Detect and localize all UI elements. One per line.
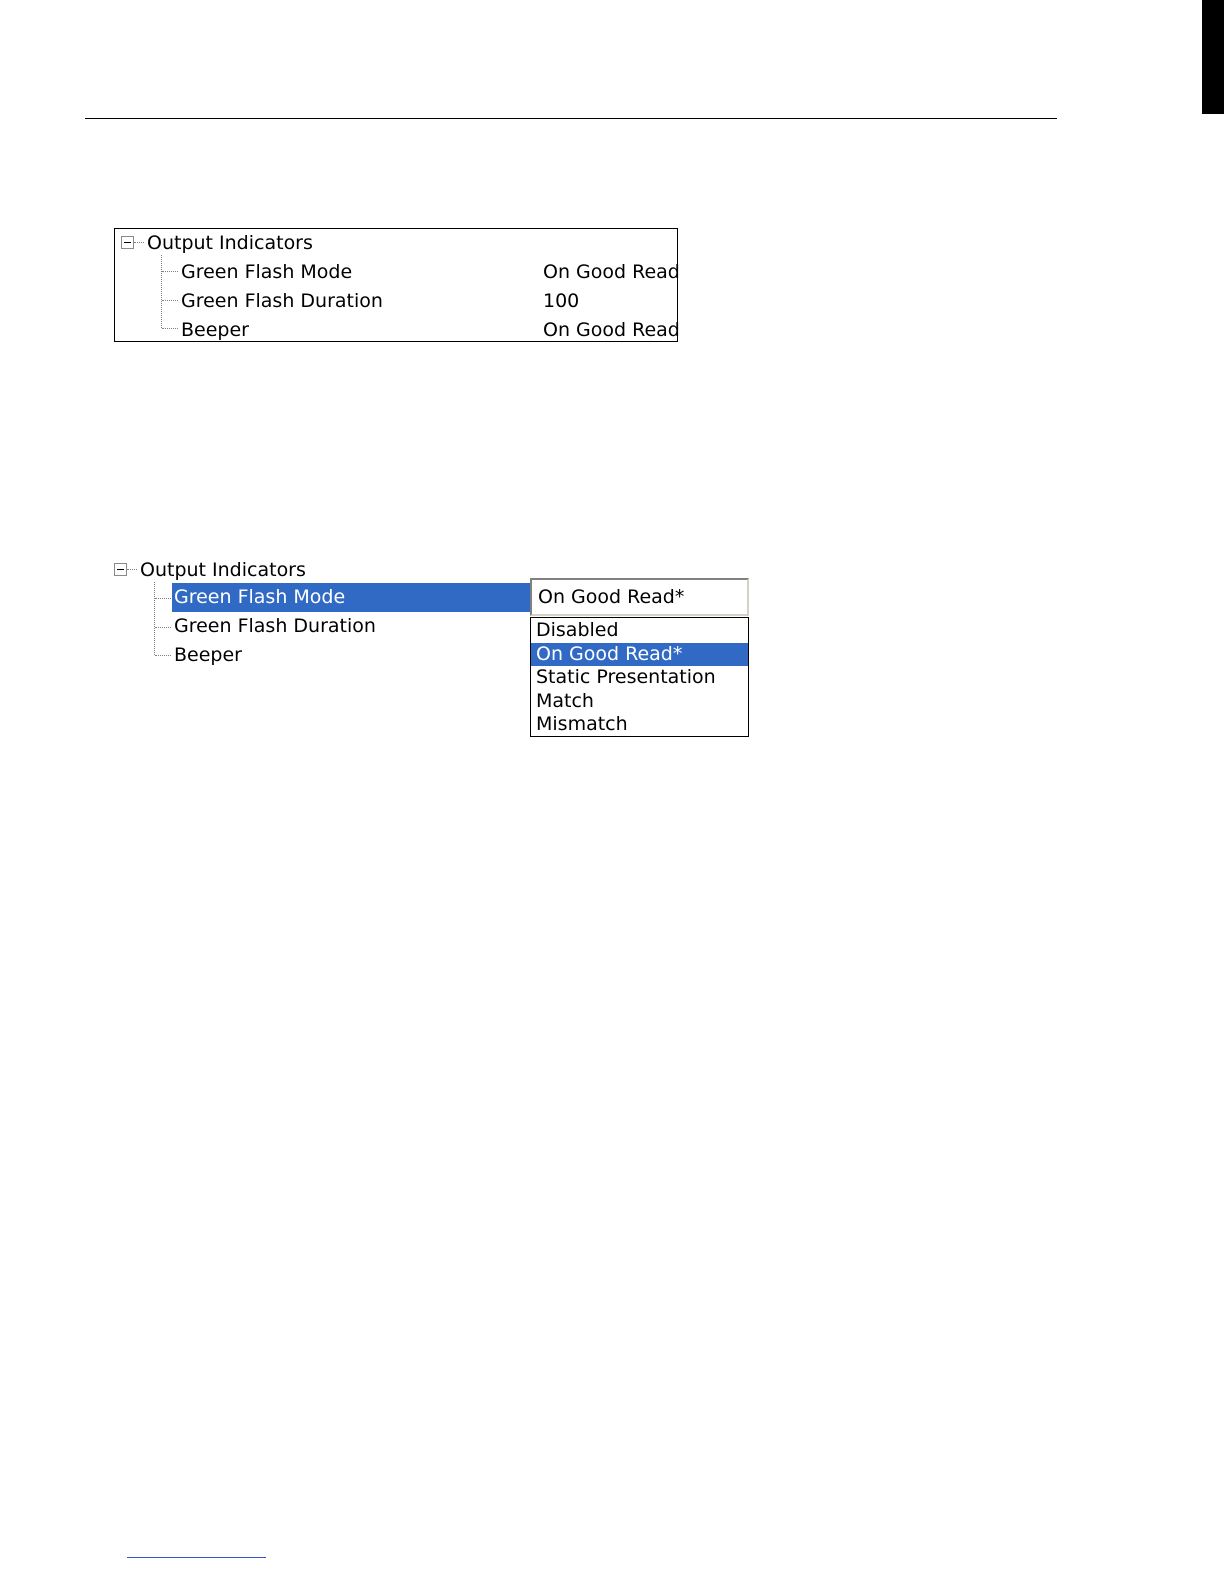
tree-item-green-flash-duration[interactable]: Green Flash Duration (174, 615, 376, 637)
collapse-minus-icon[interactable] (114, 563, 127, 576)
tree-item-green-flash-mode[interactable]: Green Flash Mode (181, 261, 353, 283)
tree-value-green-flash-mode[interactable]: On Good Read (543, 261, 680, 283)
tree-connector (134, 242, 144, 243)
tree-connector (155, 655, 171, 656)
dropdown-option-match[interactable]: Match (536, 689, 594, 712)
tree-connector (161, 255, 162, 328)
tree-item-beeper[interactable]: Beeper (181, 319, 249, 341)
footer-link-underline (127, 1557, 266, 1558)
tree-root-label[interactable]: Output Indicators (140, 559, 306, 581)
dropdown-option-static-presentation[interactable]: Static Presentation (536, 666, 716, 689)
output-indicators-tree-editing (110, 556, 760, 746)
tree-value-green-flash-duration[interactable]: 100 (543, 290, 580, 312)
tree-value-beeper[interactable]: On Good Read (543, 319, 680, 341)
tree-connector (162, 271, 178, 272)
output-indicators-tree-panel (114, 228, 678, 342)
tree-item-beeper[interactable]: Beeper (174, 644, 242, 666)
green-flash-mode-combo[interactable]: On Good Read* (530, 578, 749, 616)
tree-connector (154, 582, 155, 655)
tree-connector (162, 328, 178, 329)
tree-connector (127, 569, 137, 570)
dropdown-option-disabled[interactable]: Disabled (536, 619, 619, 641)
tree-item-green-flash-duration[interactable]: Green Flash Duration (181, 290, 383, 312)
collapse-minus-icon[interactable] (121, 236, 134, 249)
green-flash-mode-dropdown-list (530, 617, 749, 737)
dropdown-option-on-good-read[interactable]: On Good Read* (531, 643, 748, 667)
tree-connector (155, 598, 171, 599)
page-header-rule (85, 118, 1057, 119)
chapter-edge-tab (1202, 0, 1224, 114)
tree-connector (155, 627, 171, 628)
tree-root-label[interactable]: Output Indicators (147, 232, 313, 254)
tree-item-green-flash-mode[interactable]: Green Flash Mode (174, 586, 346, 608)
dropdown-option-mismatch[interactable]: Mismatch (536, 713, 628, 736)
tree-connector (162, 300, 178, 301)
